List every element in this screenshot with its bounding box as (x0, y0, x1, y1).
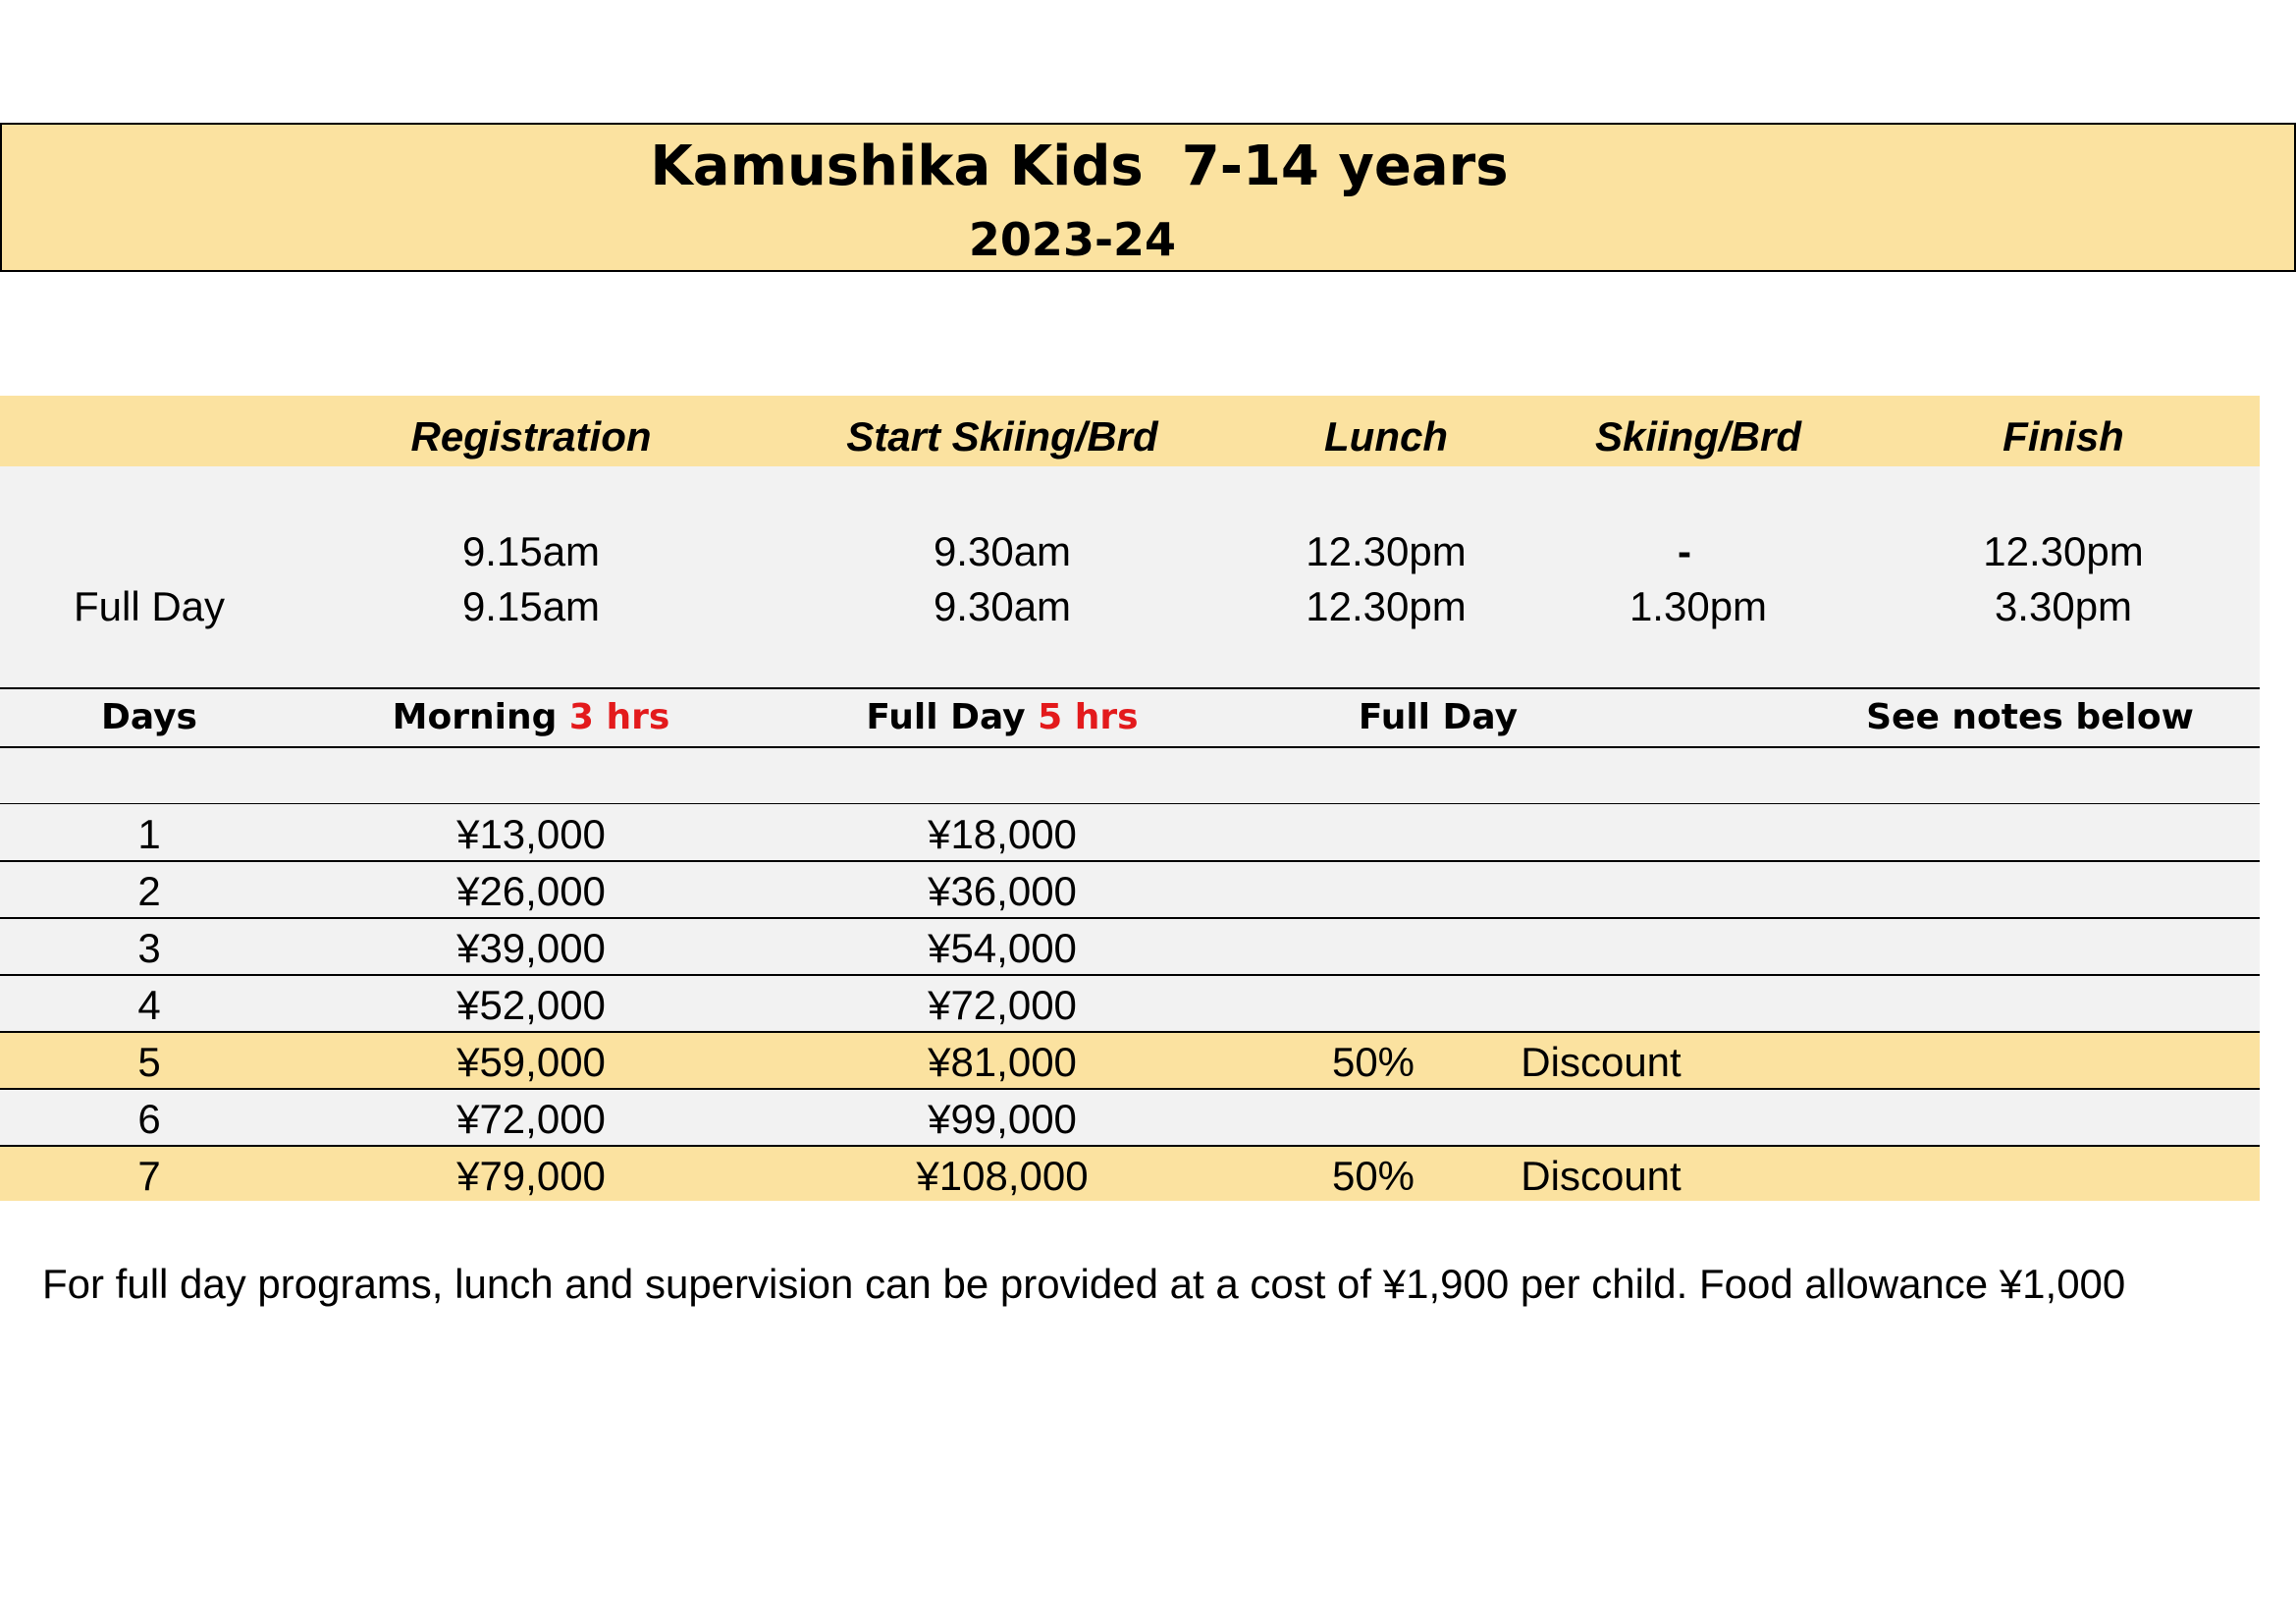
schedule-row1-registration: 9.15am (461, 528, 601, 574)
table-row (0, 975, 2260, 1032)
row1-morning: ¥13,000 (456, 811, 606, 857)
row3-fullday: ¥54,000 (928, 925, 1077, 971)
row3-days: 3 (137, 925, 161, 971)
table-row (0, 1146, 2260, 1201)
schedule-row2-finish: 3.30pm (1994, 583, 2133, 629)
schedule-row1-start: 9.30am (933, 528, 1072, 574)
row7-morning: ¥79,000 (456, 1153, 606, 1199)
pricing-header-fullday2: Full Day (1358, 697, 1519, 737)
row2-days: 2 (137, 868, 161, 914)
row2-morning: ¥26,000 (456, 868, 606, 914)
pricing-header-morning-label: Morning (392, 697, 558, 737)
row5-discount: Discount (1521, 1039, 1682, 1085)
header-registration: Registration (410, 413, 652, 460)
header-skiing: Skiing/Brd (1594, 413, 1802, 460)
row4-morning: ¥52,000 (456, 982, 606, 1028)
pricing-header-morning-hrs: 3 hrs (568, 697, 670, 737)
footer-note: For full day programs, lunch and supervision can be provided at a cost of ¥1,900 per child. Food allowance ¥1,000 (42, 1261, 2126, 1307)
row6-fullday: ¥99,000 (928, 1096, 1077, 1142)
row3-morning: ¥39,000 (456, 925, 606, 971)
page-subtitle (2, 213, 2294, 266)
row2-fullday: ¥36,000 (928, 868, 1077, 914)
row5-percent: 50% (1331, 1039, 1415, 1085)
pricing-spacer-row (0, 747, 2260, 804)
pricing-header-fullday-label: Full Day (866, 697, 1026, 737)
schedule-row1-finish: 12.30pm (1983, 528, 2144, 574)
pricing-header-fullday-hrs: 5 hrs (1038, 697, 1139, 737)
pricing-header-notes: See notes below (1866, 697, 2194, 737)
row1-days: 1 (137, 811, 161, 857)
row5-days: 5 (137, 1039, 161, 1085)
row7-fullday: ¥108,000 (916, 1153, 1089, 1199)
schedule-row2-lunch: 12.30pm (1306, 583, 1467, 629)
table-row (0, 1032, 2260, 1089)
schedule-row2-start: 9.30am (933, 583, 1072, 629)
row4-days: 4 (137, 982, 161, 1028)
schedule-times-band (0, 466, 2260, 688)
row6-days: 6 (137, 1096, 161, 1142)
schedule-row2-registration: 9.15am (461, 583, 601, 629)
row7-percent: 50% (1331, 1153, 1415, 1199)
pricing-header-days: Days (101, 697, 197, 737)
table-row (0, 918, 2260, 975)
table-row (0, 861, 2260, 918)
row4-fullday: ¥72,000 (928, 982, 1077, 1028)
schedule-row1-lunch: 12.30pm (1306, 528, 1467, 574)
row5-morning: ¥59,000 (456, 1039, 606, 1085)
page-title-text: Kamushika Kids 7-14 years (650, 135, 1509, 198)
table-row (0, 1089, 2260, 1146)
pricing-header-morning (393, 697, 670, 737)
header-lunch: Lunch (1324, 413, 1448, 460)
row6-morning: ¥72,000 (456, 1096, 606, 1142)
row1-fullday: ¥18,000 (928, 811, 1077, 857)
header-start-skiing: Start Skiing/Brd (846, 413, 1158, 460)
row7-discount: Discount (1521, 1153, 1682, 1199)
row7-days: 7 (137, 1153, 161, 1199)
page-title (2, 135, 2294, 198)
title-banner (0, 123, 2296, 272)
pricing-header-fullday (866, 697, 1138, 737)
page-subtitle-text: 2023-24 (968, 213, 1177, 266)
schedule-row2-skiing: 1.30pm (1629, 583, 1768, 629)
header-finish: Finish (2002, 413, 2124, 460)
row5-fullday: ¥81,000 (928, 1039, 1077, 1085)
table-row (0, 804, 2260, 861)
schedule-row2-label: Full Day (73, 583, 226, 629)
schedule-row1-skiing: - (1678, 528, 1691, 574)
